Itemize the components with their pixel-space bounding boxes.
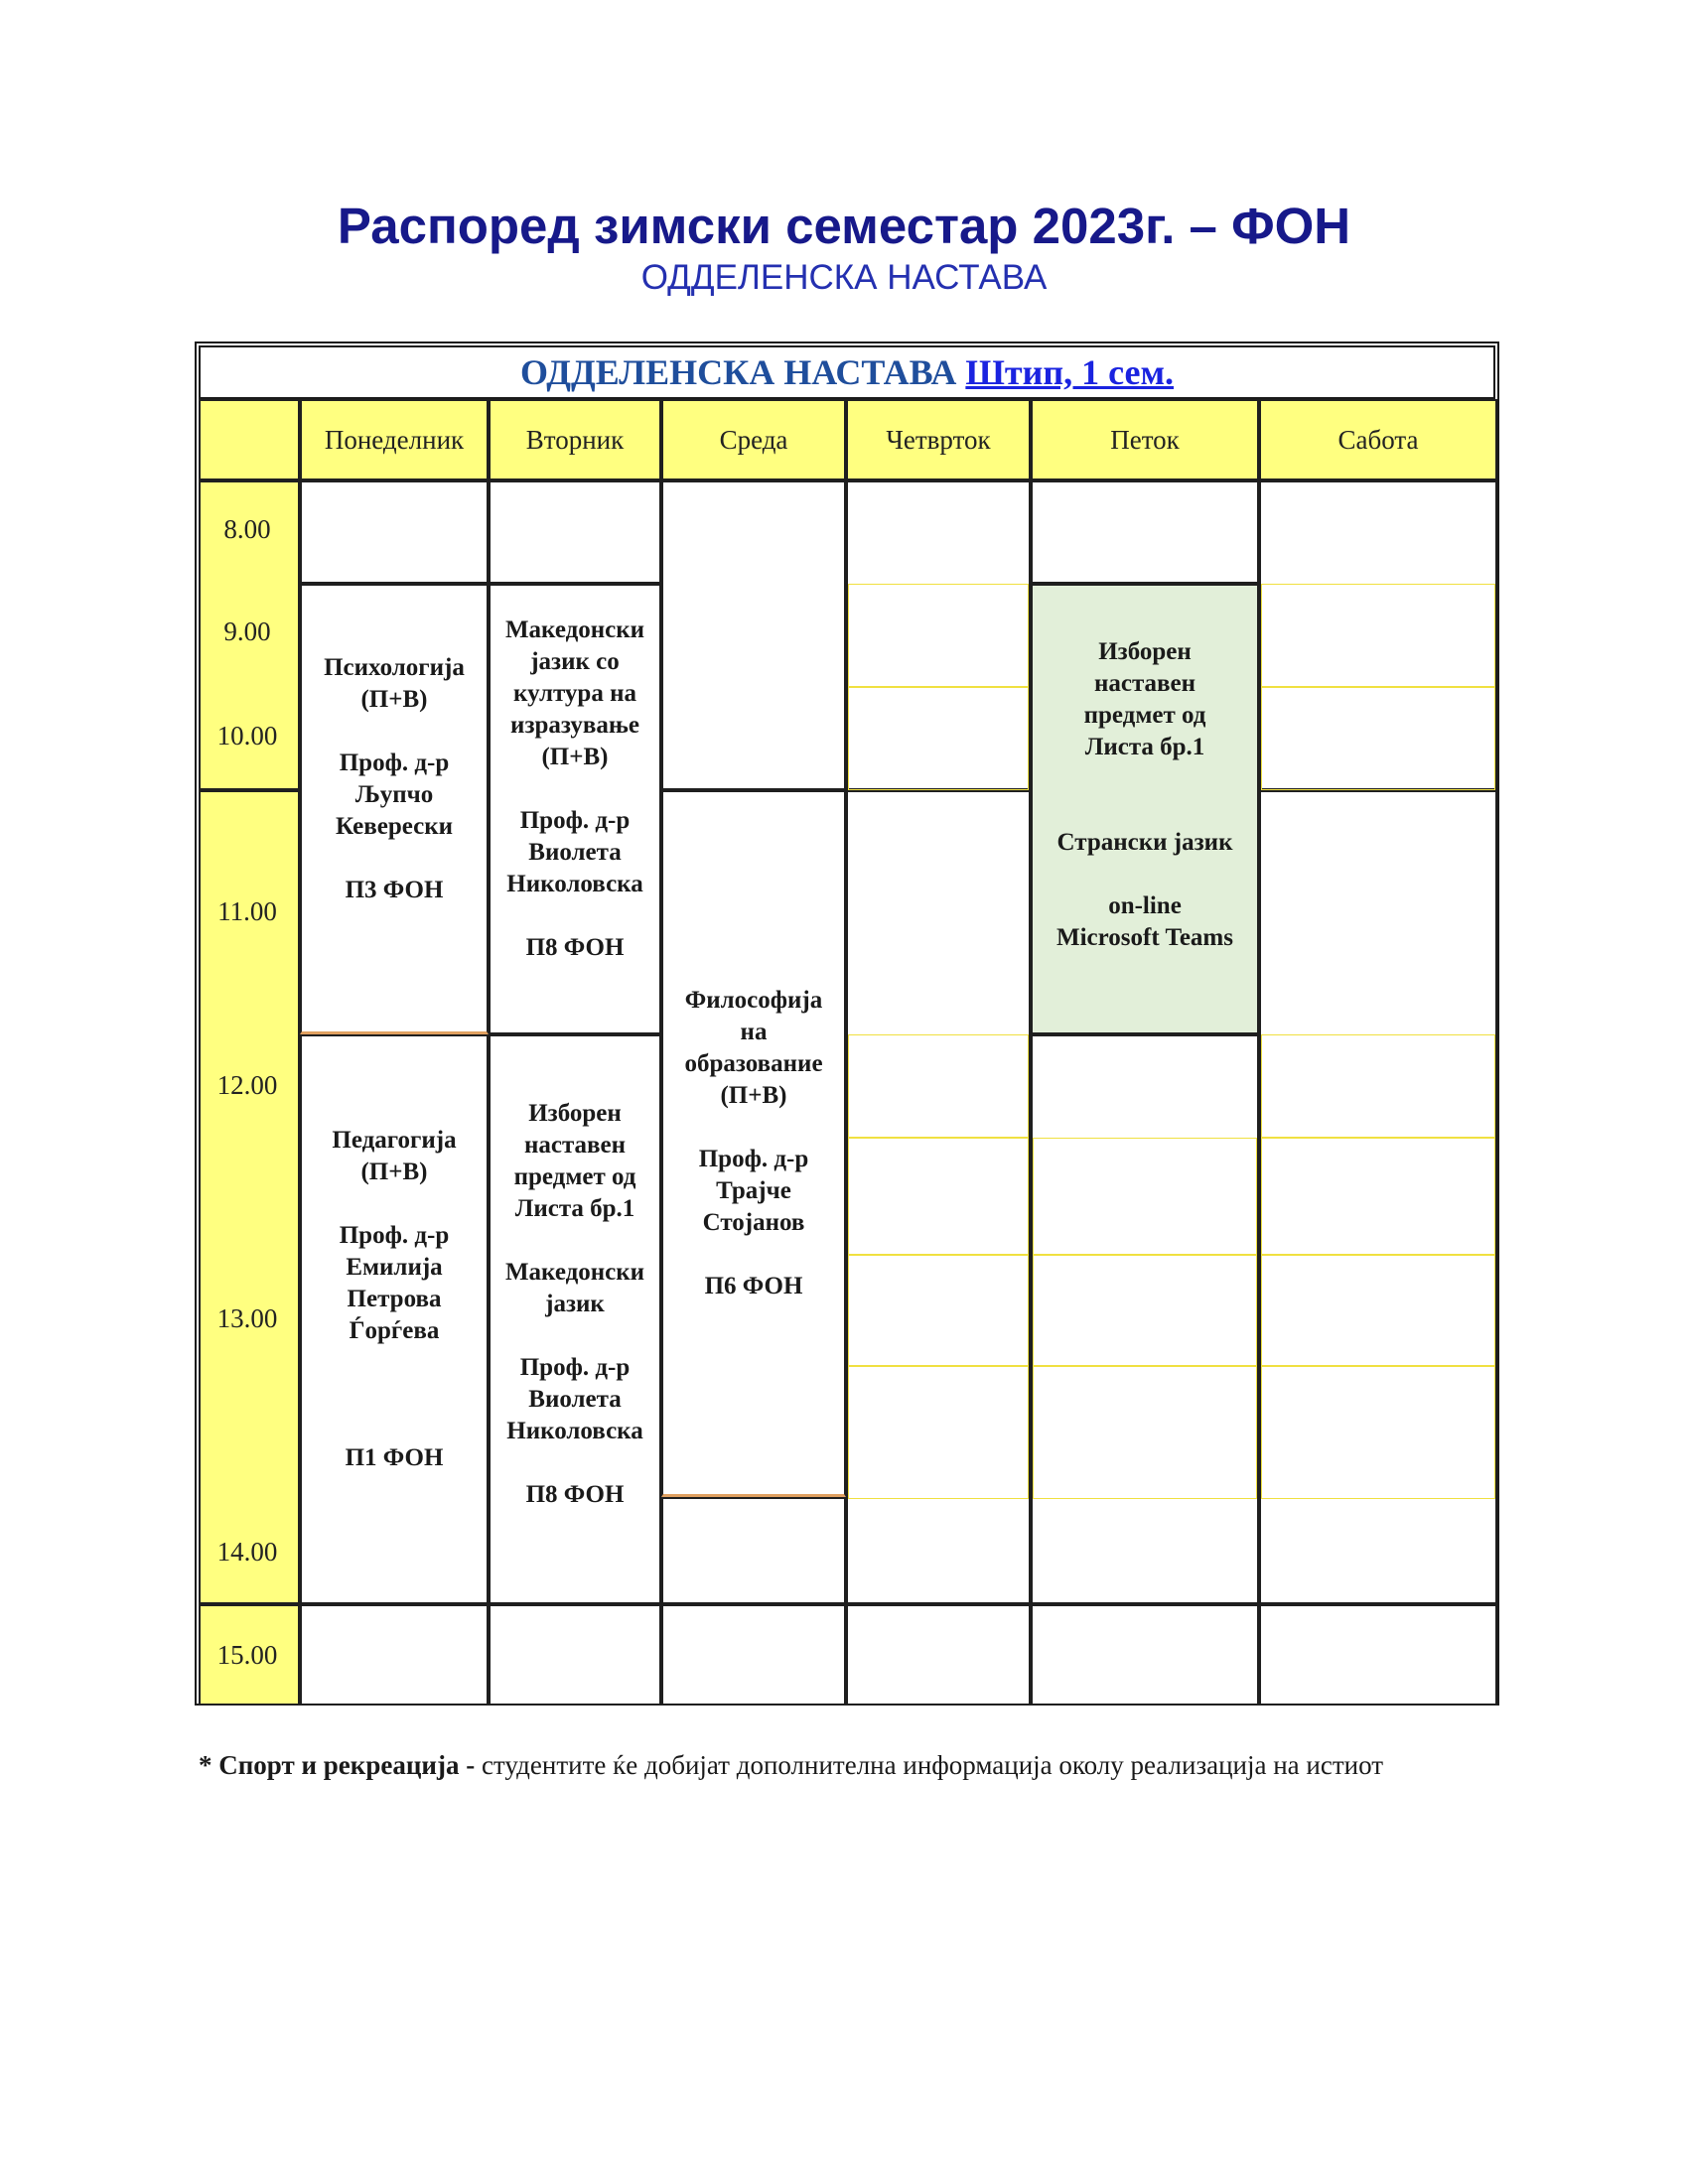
professor-title: Проф. д-р [339,1222,450,1249]
course-type: (П+В) [360,1159,428,1185]
room-label: П8 ФОН [525,1481,625,1508]
empty-slot [846,1604,1031,1706]
schedule-table [195,341,1499,1706]
professor-name: Трајче Стојанов [702,1176,805,1236]
course-block-psychology[interactable] [300,584,489,1034]
empty-slot [300,480,489,584]
day-header-friday: Петок [1031,399,1259,480]
empty-slot [489,480,661,584]
course-name: Философија на образование [684,986,823,1077]
grid-line [848,1366,1029,1499]
grid-line [1261,584,1495,687]
footnote-label: * Спорт и рекреација - [199,1750,476,1780]
professor-title: Проф. д-р [519,1354,631,1381]
empty-slot [1259,1604,1497,1706]
course-name: Изборен наставен предмет од Листа бр.1 [513,1100,636,1222]
room-label: П1 ФОН [345,1444,444,1471]
course-block-pedagogy[interactable] [300,1034,489,1604]
course-name: Педагогија [332,1127,457,1154]
empty-slot [661,1604,846,1706]
table-caption [199,345,1495,399]
grid-line [1261,1138,1495,1255]
time-label: 8.00 [223,514,271,544]
course-block-elective-foreign-language[interactable] [1031,584,1259,1034]
time-label: 14.00 [216,1537,278,1567]
time-label: 13.00 [216,1303,278,1333]
time-label: 15.00 [216,1640,278,1670]
empty-slot [489,1604,661,1706]
course-subject: Македонски јазик [504,1259,645,1317]
delivery-platform: Microsoft Teams [1056,924,1233,951]
location-link[interactable]: Штип, 1 сем. [965,352,1174,392]
professor-name: Виолета Николовска [506,839,643,897]
grid-line [1033,1255,1257,1366]
time-label: 12.00 [216,1070,278,1100]
day-header-monday: Понеделник [300,399,489,480]
day-header-thursday: Четврток [846,399,1031,480]
page-title: Распоред зимски семестар 2023г. – ФОН [337,198,1351,254]
delivery-mode: on-line [1108,892,1182,919]
professor-name: Виолета Николовска [506,1386,643,1444]
grid-line [848,687,1029,790]
course-name: Психологија [324,653,465,681]
time-label: 11.00 [217,896,277,926]
course-block-philosophy-of-education[interactable] [661,790,846,1497]
room-label: П3 ФОН [345,876,444,903]
empty-slot [661,1497,846,1604]
professor-title: Проф. д-р [698,1145,809,1172]
empty-slot [1031,480,1259,584]
header-corner [199,399,300,480]
room-label: П6 ФОН [704,1272,803,1299]
grid-line [848,1255,1029,1366]
course-subject: Странски јазик [1056,829,1233,856]
grid-line [848,1138,1029,1255]
day-header-tuesday: Вторник [489,399,661,480]
professor-title: Проф. д-р [339,749,450,776]
caption-text: ОДДЕЛЕНСКА НАСТАВА [519,352,957,392]
empty-slot [300,1604,489,1706]
grid-line [1261,687,1495,790]
course-block-macedonian-language-culture[interactable] [489,584,661,1034]
empty-slot [661,480,846,790]
time-label: 9.00 [223,616,271,646]
grid-line [848,1034,1029,1138]
professor-name: Љупчо Кеверески [335,780,454,840]
grid-line [1033,1366,1257,1499]
day-header-saturday: Сабота [1259,399,1497,480]
time-label: 10.00 [216,721,278,751]
grid-line [1033,1138,1257,1255]
professor-name: Емилија Петрова Ѓорѓева [346,1254,443,1344]
page-subtitle: ОДДЕЛЕНСКА НАСТАВА [640,258,1048,297]
course-block-elective-macedonian[interactable] [489,1034,661,1604]
course-type: (П+В) [541,744,609,770]
day-header-wednesday: Среда [661,399,846,480]
grid-line [1261,1034,1495,1138]
course-name: Македонски јазик со култура на изразување [504,616,645,739]
footnote [199,1745,1497,1785]
grid-line [848,584,1029,687]
grid-line [1261,1366,1495,1499]
footnote-text: студентите ќе добијат дополнителна информација околу реализација на истиот [475,1750,1384,1780]
course-name: Изборен наставен предмет од Листа бр.1 [1083,638,1206,760]
room-label: П8 ФОН [525,934,625,961]
course-type: (П+В) [360,685,428,713]
course-type: (П+В) [720,1081,787,1109]
professor-title: Проф. д-р [519,807,631,834]
grid-line [1261,1255,1495,1366]
empty-slot [1031,1604,1259,1706]
